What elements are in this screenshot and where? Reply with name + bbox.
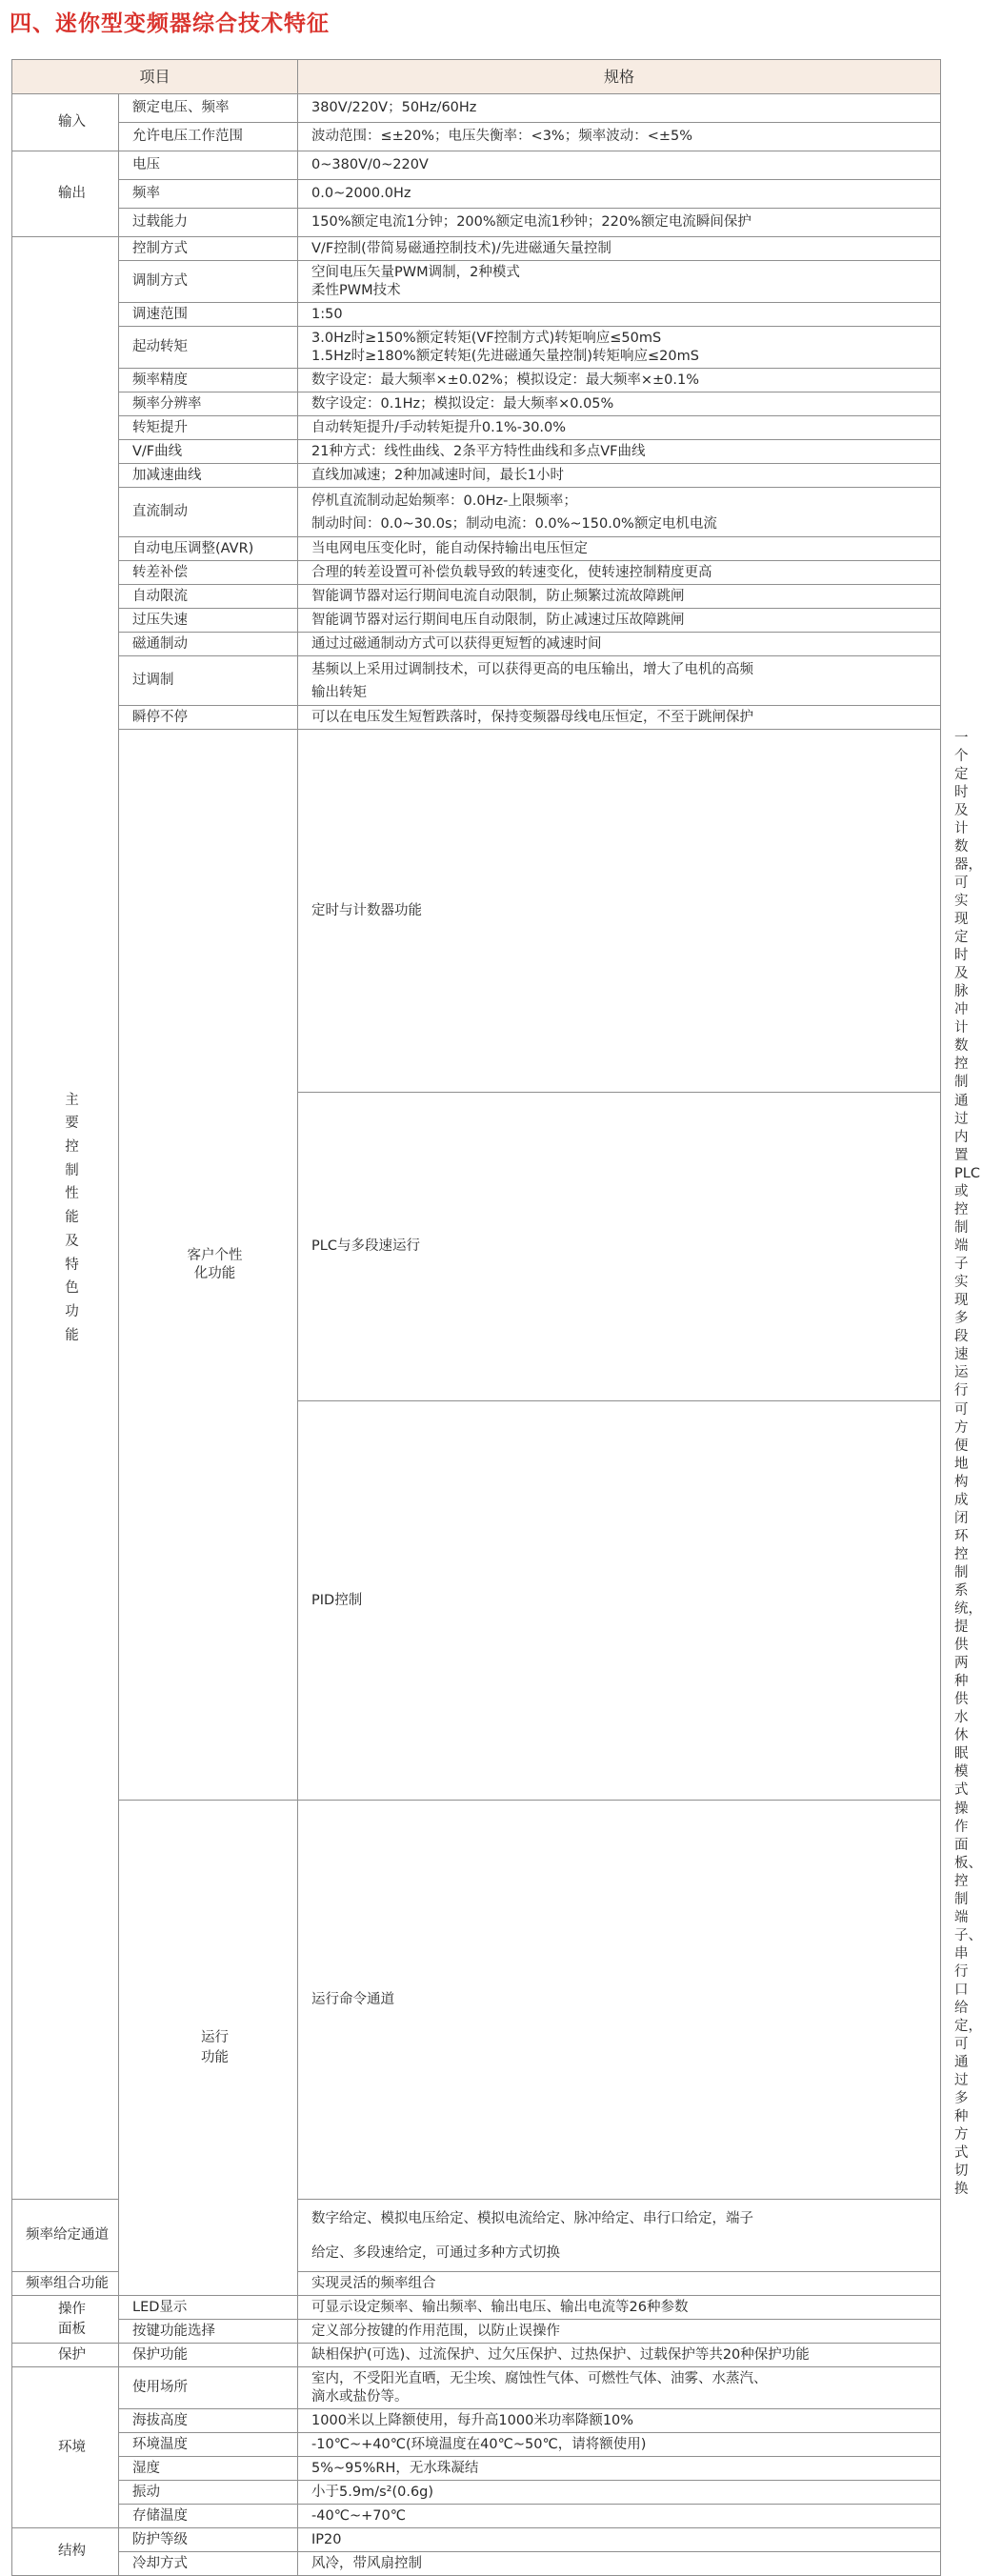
spec-cell — [298, 369, 941, 392]
spec-line: 柔性PWM技术 — [311, 282, 401, 298]
spec-line: 可显示设定频率、输出频率、输出电压、输出电流等26种参数 — [311, 2299, 689, 2315]
table-row — [12, 561, 941, 585]
spec-line: 基频以上采用过调制技术，可以获得更高的电压输出，增大了电机的高频 — [311, 661, 754, 677]
item-cell: 频率分辨率 — [119, 392, 298, 416]
spec-line: 数字给定、模拟电压给定、模拟电流给定、脉冲给定、串行口给定，端子 — [311, 2210, 754, 2226]
category-label: 主要控制性能及特色功能 — [65, 1092, 79, 1343]
category-cell — [12, 237, 119, 2200]
item-cell: 过载能力 — [119, 209, 298, 237]
spec-line: 1.5Hz时≥180%额定转矩(先进磁通矢量控制)转矩响应≤20mS — [311, 348, 699, 364]
item-cell: 环境温度 — [119, 2433, 298, 2457]
spec-cell — [298, 464, 941, 488]
spec-cell — [298, 440, 941, 464]
item-cell: 自动电压调整(AVR) — [119, 537, 298, 561]
item-cell: 允许电压工作范围 — [119, 123, 298, 151]
table-row — [12, 2320, 941, 2344]
spec-cell — [298, 209, 941, 237]
spec-line: 小于5.9m/s²(0.6g) — [311, 2484, 434, 2500]
spec-cell — [298, 2200, 941, 2272]
spec-cell — [298, 2272, 941, 2296]
table-row — [12, 2481, 941, 2505]
table-row: 运行功能 运行命令通道 操作面板、控制端子、串行口给定，可通过多种方式切换 — [12, 1801, 941, 2200]
spec-line: 实现灵活的频率组合 — [311, 2275, 436, 2291]
spec-line: 波动范围：≤±20%；电压失衡率：<3%；频率波动：<±5% — [311, 129, 692, 144]
spec-cell — [298, 151, 941, 180]
table-row — [12, 633, 941, 656]
spec-line: 5%~95%RH，无水珠凝结 — [311, 2460, 479, 2476]
spec-cell — [298, 416, 941, 440]
spec-line: 1:50 — [311, 306, 343, 322]
item-cell: 加减速曲线 — [119, 464, 298, 488]
table-row — [12, 2552, 941, 2576]
spec-cell — [298, 2344, 941, 2367]
item-cell: 调速范围 — [119, 303, 298, 327]
spec-cell — [298, 488, 941, 537]
spec-line: 缺相保护(可选)、过流保护、过欠压保护、过热保护、过载保护等共20种保护功能 — [311, 2346, 810, 2363]
spec-line: 合理的转差设置可补偿负载导致的转速变化，使转速控制精度更高 — [311, 564, 712, 580]
item-cell: 电压 — [119, 151, 298, 180]
item-cell: 调制方式 — [119, 261, 298, 303]
spec-line: 380V/220V；50Hz/60Hz — [311, 100, 477, 115]
table-row: PID控制 可方便地构成闭环控制系统，提供两种供水休眠模式 — [12, 1401, 941, 1801]
spec-cell — [298, 2457, 941, 2481]
table-row — [12, 706, 941, 730]
item-cell: 保护功能 — [119, 2344, 298, 2367]
category-label: 输入 — [58, 114, 86, 130]
spec-cell — [298, 585, 941, 609]
item-cell: 磁通制动 — [119, 633, 298, 656]
spec-line: 21种方式：线性曲线、2条平方特性曲线和多点VF曲线 — [311, 443, 646, 459]
spec-line: 数字设定：最大频率×±0.02%；模拟设定：最大频率×±0.1% — [311, 372, 700, 388]
table-body — [12, 94, 982, 2576]
spec-cell — [298, 261, 941, 303]
category-label: 结构 — [58, 2544, 86, 2559]
spec-cell — [298, 2409, 941, 2433]
category-label: 操作面板 — [57, 2301, 86, 2337]
table-row: PLC与多段速运行 通过内置PLC或控制端子实现多段速运行 — [12, 1093, 941, 1401]
category-cell — [12, 2367, 119, 2528]
spec-line: 给定、多段速给定，可通过多种方式切换 — [311, 2244, 561, 2261]
item-cell: 频率组合功能 — [12, 2272, 119, 2296]
spec-cell — [298, 94, 941, 123]
item-cell: 控制方式 — [119, 237, 298, 261]
table-row — [12, 209, 941, 237]
spec-cell — [298, 2320, 941, 2344]
table-row — [12, 392, 941, 416]
item-cell: 转差补偿 — [119, 561, 298, 585]
item-cell: 额定电压、频率 — [119, 94, 298, 123]
item-cell: 转矩提升 — [119, 416, 298, 440]
item-cell: PID控制 — [298, 1401, 941, 1801]
item-cell: 直流制动 — [119, 488, 298, 537]
table-row: 客户个性化功能 定时与计数器功能 一个定时及计数器，可实现定时及脉冲计数控制 — [12, 730, 941, 1093]
table-row — [12, 2367, 941, 2409]
spec-table — [11, 59, 982, 2576]
table-row — [12, 609, 941, 633]
spec-line: 可以在电压发生短暂跌落时，保持变频器母线电压恒定，不至于跳闸保护 — [311, 709, 754, 725]
table-row — [12, 416, 941, 440]
category-label: 运行功能 — [201, 2029, 229, 2065]
item-cell: 定时与计数器功能 — [298, 730, 941, 1093]
table-row — [12, 327, 941, 369]
table-row — [12, 303, 941, 327]
spec-line: 自动转矩提升/手动转矩提升0.1%-30.0% — [311, 419, 567, 435]
spec-line: 0~380V/0~220V — [311, 157, 429, 172]
table-row — [12, 2505, 941, 2528]
item-cell: 频率精度 — [119, 369, 298, 392]
spec-cell — [298, 537, 941, 561]
spec-cell — [298, 303, 941, 327]
spec-line: 定义部分按键的作用范围，以防止误操作 — [311, 2323, 561, 2339]
spec-cell — [298, 2505, 941, 2528]
item-cell: 存储温度 — [119, 2505, 298, 2528]
table-row — [12, 180, 941, 209]
item-cell: 频率 — [119, 180, 298, 209]
table-row — [12, 237, 941, 261]
spec-cell — [298, 706, 941, 730]
spec-cell — [298, 2528, 941, 2552]
category-cell — [12, 2528, 119, 2576]
spec-line: 3.0Hz时≥150%额定转矩(VF控制方式)转矩响应≤50mS — [311, 330, 662, 346]
item-cell: 过压失速 — [119, 609, 298, 633]
spec-line: 通过过磁通制动方式可以获得更短暂的减速时间 — [311, 635, 602, 652]
category-cell — [119, 1801, 298, 2296]
item-cell: 冷却方式 — [119, 2552, 298, 2576]
spec-cell — [298, 561, 941, 585]
spec-line: 输出转矩 — [311, 684, 368, 700]
spec-cell — [298, 2481, 941, 2505]
spec-cell — [298, 327, 941, 369]
spec-line: 室内，不受阳光直晒，无尘埃、腐蚀性气体、可燃性气体、油雾、水蒸汽、 — [311, 2370, 768, 2386]
category-label: 环境 — [58, 2439, 86, 2455]
spec-cell — [298, 180, 941, 209]
category-label: 输出 — [58, 186, 86, 201]
spec-line: IP20 — [311, 2531, 342, 2547]
spec-line: 当电网电压变化时，能自动保持输出电压恒定 — [311, 540, 589, 556]
item-cell: V/F曲线 — [119, 440, 298, 464]
item-cell: 频率给定通道 — [12, 2200, 119, 2272]
spec-line: 智能调节器对运行期间电压自动限制，防止减速过压故障跳闸 — [311, 612, 685, 628]
item-cell: PLC与多段速运行 — [298, 1093, 941, 1401]
spec-line: 停机直流制动起始频率：0.0Hz-上限频率； — [311, 493, 577, 509]
item-cell: 瞬停不停 — [119, 706, 298, 730]
category-cell — [119, 730, 298, 1801]
table-row — [12, 151, 941, 180]
item-cell: 使用场所 — [119, 2367, 298, 2409]
spec-line: V/F控制(带简易磁通控制技术)/先进磁通矢量控制 — [311, 240, 611, 256]
item-cell: 防护等级 — [119, 2528, 298, 2552]
table-row — [12, 488, 941, 537]
spec-cell — [298, 2296, 941, 2320]
spec-cell — [298, 237, 941, 261]
table-header-row — [12, 60, 941, 94]
spec-line: 0.0~2000.0Hz — [311, 186, 411, 201]
spec-cell — [298, 633, 941, 656]
item-cell: 运行命令通道 — [298, 1801, 941, 2200]
spec-line: -10℃~+40℃(环境温度在40℃~50℃，请将额使用) — [311, 2436, 647, 2452]
table-row — [12, 464, 941, 488]
category-cell — [12, 2296, 119, 2344]
category-cell — [12, 2344, 119, 2367]
header-item: 项目 — [12, 60, 298, 94]
spec-cell — [298, 2433, 941, 2457]
header-spec: 规格 — [298, 60, 941, 94]
spec-line: 风冷，带风扇控制 — [311, 2555, 423, 2571]
table-row — [12, 94, 941, 123]
table-row — [12, 2409, 941, 2433]
table-row — [12, 2433, 941, 2457]
category-cell — [12, 94, 119, 151]
item-cell: 起动转矩 — [119, 327, 298, 369]
spec-cell — [298, 123, 941, 151]
item-cell: 海拔高度 — [119, 2409, 298, 2433]
spec-line: 滴水或盐份等。 — [311, 2388, 409, 2405]
table-row — [12, 123, 941, 151]
category-label: 客户个性化功能 — [187, 1247, 243, 1281]
table-row — [12, 440, 941, 464]
spec-cell — [298, 2367, 941, 2409]
category-cell — [12, 151, 119, 237]
table-row — [12, 656, 941, 706]
table-row — [12, 2296, 941, 2320]
category-label: 保护 — [58, 2346, 86, 2363]
page-title: 四、迷你型变频器综合技术特征 — [10, 11, 330, 36]
spec-line: 空间电压矢量PWM调制，2种模式 — [311, 264, 520, 280]
item-cell: 按键功能选择 — [119, 2320, 298, 2344]
item-cell: 振动 — [119, 2481, 298, 2505]
spec-line: 直线加减速；2种加减速时间，最长1小时 — [311, 467, 564, 483]
table-row — [12, 261, 941, 303]
spec-line: 150%额定电流1分钟；200%额定电流1秒钟；220%额定电流瞬间保护 — [311, 214, 752, 230]
spec-cell — [298, 609, 941, 633]
table-row — [12, 2457, 941, 2481]
spec-cell — [298, 656, 941, 706]
item-cell: LED显示 — [119, 2296, 298, 2320]
item-cell: 湿度 — [119, 2457, 298, 2481]
table-row — [12, 585, 941, 609]
item-cell: 过调制 — [119, 656, 298, 706]
item-cell: 自动限流 — [119, 585, 298, 609]
spec-line: 制动时间：0.0~30.0s；制动电流：0.0%~150.0%额定电机电流 — [311, 515, 717, 532]
spec-line: -40℃~+70℃ — [311, 2507, 407, 2524]
spec-cell — [298, 392, 941, 416]
spec-line: 智能调节器对运行期间电流自动限制，防止频繁过流故障跳闸 — [311, 588, 685, 604]
table-row — [12, 369, 941, 392]
table-row — [12, 537, 941, 561]
table-row — [12, 2528, 941, 2552]
spec-cell — [298, 2552, 941, 2576]
spec-line: 1000米以上降额使用，每升高1000米功率降额10% — [311, 2412, 634, 2428]
table-row — [12, 2344, 941, 2367]
spec-line: 数字设定：0.1Hz；模拟设定：最大频率×0.05% — [311, 395, 614, 412]
